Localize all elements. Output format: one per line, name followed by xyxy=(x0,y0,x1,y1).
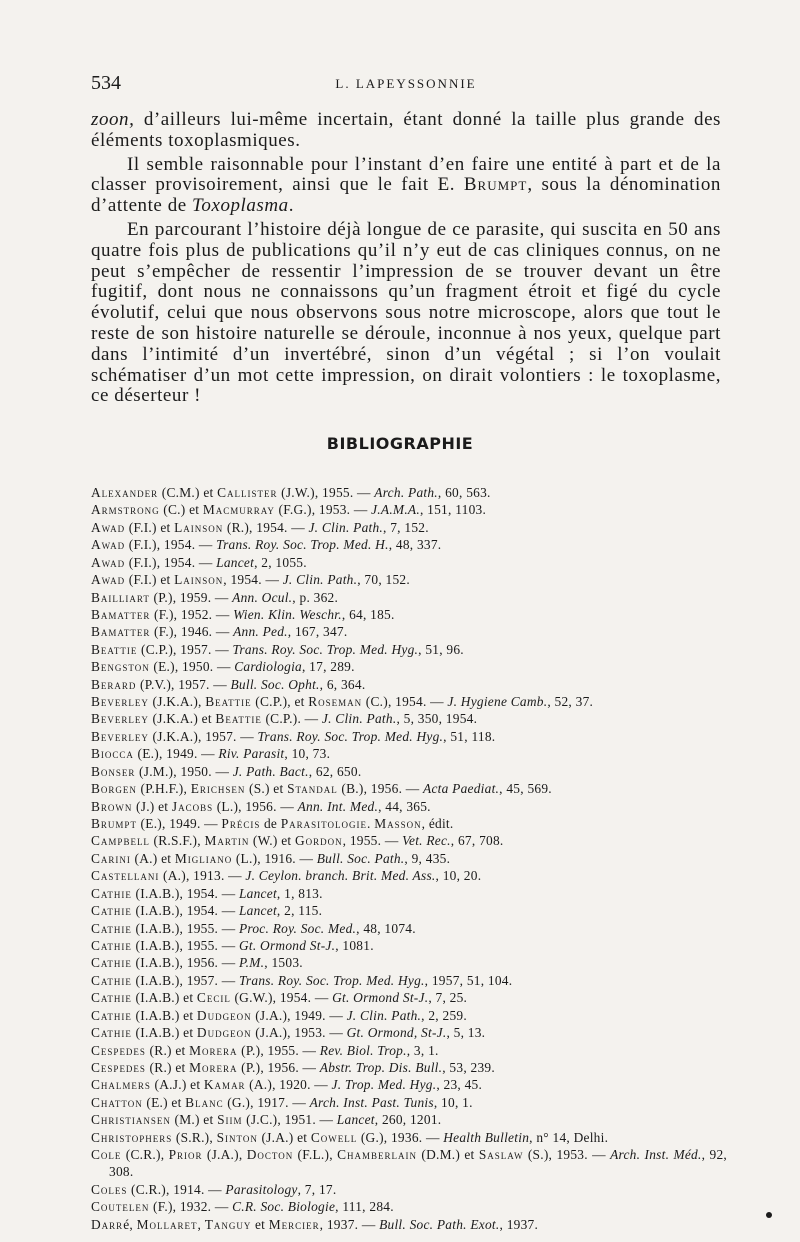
reference-entry xyxy=(91,676,727,693)
reference-authors: Cespedes (R.) et Morera (P.), 1955. — xyxy=(91,1042,320,1058)
reference-authors: Castellani (A.), 1913. — xyxy=(91,868,246,884)
reference-authors: Bamatter (F.), 1952. — xyxy=(91,606,234,622)
reference-entry xyxy=(91,1094,727,1111)
reference-authors: Cespedes (R.) et Morera (P.), 1956. — xyxy=(91,1059,320,1075)
reference-journal: Arch. Path. xyxy=(374,485,438,500)
reference-journal: Ann. Ocul. xyxy=(232,589,293,605)
reference-entry xyxy=(91,1181,727,1198)
reference-authors: Cathie (I.A.B.), 1955. — xyxy=(91,920,239,936)
reference-entry xyxy=(91,710,727,727)
reference-entry xyxy=(91,1076,727,1093)
reference-authors: Beattie (C.P.), 1957. — xyxy=(91,641,233,657)
reference-authors: Bamatter (F.), 1946. — xyxy=(91,624,234,640)
reference-details: , 111, 284. xyxy=(335,1199,394,1215)
reference-details: , 5, 350, 1954. xyxy=(396,711,478,727)
reference-authors: Christiansen (M.) et Siim (J.C.), 1951. — xyxy=(91,1112,337,1128)
reference-details: , 48, 1074. xyxy=(356,920,416,936)
reference-details: , 1957, 51, 104. xyxy=(424,972,513,988)
margin-dot xyxy=(766,1212,772,1218)
reference-authors: Campbell (R.S.F.), Martin (W.) et Gordon, 1955. — xyxy=(91,833,403,849)
reference-details: , 2, 1055. xyxy=(254,554,307,570)
reference-details: , 23, 45. xyxy=(436,1077,483,1093)
reference-journal: Wien. Klin. Weschr. xyxy=(233,606,342,622)
reference-entry xyxy=(91,937,727,954)
reference-entry xyxy=(91,623,727,640)
reference-entry xyxy=(91,484,727,501)
reference-entry xyxy=(91,1007,727,1024)
reference-details: , 3, 1. xyxy=(406,1042,439,1058)
reference-authors: Chatton (E.) et Blanc (G.), 1917. — xyxy=(91,1094,310,1110)
reference-details: , 60, 563. xyxy=(437,485,491,500)
reference-entry xyxy=(91,1198,727,1215)
reference-details: , 1, 813. xyxy=(276,885,323,901)
reference-journal: Bull. Soc. Path. Exot. xyxy=(379,1216,500,1232)
bibliography-title: BIBLIOGRAPHIE xyxy=(326,434,474,453)
paragraph-2-text-a: Il semble raisonnable pour l’instant d’en faire une entité à part et de la classer provisoirement, ainsi que le fait E. xyxy=(91,153,721,196)
genus-name: Toxoplasma xyxy=(192,195,289,217)
reference-details: , 45, 569. xyxy=(499,781,552,797)
author-name: Brumpt xyxy=(463,174,528,196)
reference-details: , 7, 17. xyxy=(297,1181,337,1197)
reference-details: , 7, 152. xyxy=(383,519,429,535)
reference-authors: Beverley (J.K.A.) et Beattie (C.P.). — xyxy=(91,711,322,727)
reference-entry xyxy=(91,1024,727,1041)
reference-authors: Cathie (I.A.B.), 1954. — xyxy=(91,885,239,901)
reference-journal: J. Clin. Path. xyxy=(346,1007,422,1023)
paragraph-1-text: d’ailleurs lui-même incertain, étant donné la taille plus grande des éléments toxoplasmiques. xyxy=(91,109,721,151)
reference-authors: Beverley (J.K.A.), Beattie (C.P.), et Roseman (C.), 1954. — xyxy=(91,694,448,710)
reference-journal: J. Clin. Path. xyxy=(321,711,397,727)
reference-entry xyxy=(91,536,727,553)
paragraph-2-text-e: . xyxy=(288,195,295,217)
paragraph-1 xyxy=(91,110,721,152)
italic-word: zoon, xyxy=(91,109,135,130)
reference-authors: Chalmers (A.J.) et Kamar (A.), 1920. — xyxy=(91,1077,332,1093)
reference-journal: C.R. Soc. Biologie xyxy=(232,1199,336,1215)
body-text xyxy=(91,110,721,407)
reference-journal: J. Path. Bact. xyxy=(232,763,309,779)
reference-authors: Awad (F.I.) et Lainson (R.), 1954. — xyxy=(91,519,309,535)
reference-authors: Christophers (S.R.), Sinton (J.A.) et Cowell (G.), 1936. — xyxy=(91,1129,444,1145)
reference-journal: Trans. Roy. Soc. Trop. Med. Hyg. xyxy=(238,972,425,988)
reference-details: , 10, 1. xyxy=(433,1094,473,1110)
reference-authors: Cole (C.R.), Prior (J.A.), Docton (F.L.), Chamberlain (D.M.) et Saslaw (S.), 1953. — xyxy=(91,1147,611,1163)
reference-authors: Bonser (J.M.), 1950. — xyxy=(91,763,233,779)
reference-authors: Darré, Mollaret, Tanguy et Mercier, 1937. — xyxy=(91,1216,380,1232)
reference-entry xyxy=(91,606,727,623)
reference-authors: Alexander (C.M.) et Callister (J.W.), 1955. — xyxy=(91,485,375,500)
reference-authors: Cathie (I.A.B.), 1956. — xyxy=(91,955,239,971)
reference-entry xyxy=(91,501,727,518)
reference-entry xyxy=(91,867,727,884)
reference-journal: Bull. Soc. Opht. xyxy=(230,676,320,692)
running-head-author: L. LAPEYSSONNIE xyxy=(335,76,477,91)
reference-entry xyxy=(91,902,727,919)
reference-details: , 70, 152. xyxy=(357,572,410,588)
reference-journal: J. Clin. Path. xyxy=(308,519,384,535)
reference-journal: Ann. Ped. xyxy=(233,624,288,640)
reference-details: , 44, 365. xyxy=(378,798,431,814)
reference-journal: J. Trop. Med. Hyg. xyxy=(331,1077,437,1093)
reference-journal: Cardiologia xyxy=(234,659,302,675)
reference-journal: Riv. Parasit xyxy=(218,746,285,762)
reference-details: , 67, 708. xyxy=(450,833,504,849)
reference-entry xyxy=(91,885,727,902)
reference-entry xyxy=(91,745,727,762)
reference-authors: Bengston (E.), 1950. — xyxy=(91,659,235,675)
reference-details: , p. 362. xyxy=(292,589,339,605)
reference-entry xyxy=(91,832,727,849)
reference-journal: Health Bulletin xyxy=(443,1129,530,1145)
reference-entry xyxy=(91,815,727,832)
reference-authors: Awad (F.I.), 1954. — xyxy=(91,554,217,570)
reference-journal: Vet. Rec. xyxy=(402,833,451,849)
reference-details: , 1937. xyxy=(499,1216,539,1232)
reference-details: , 51, 118. xyxy=(443,728,496,744)
reference-entry xyxy=(91,954,727,971)
reference-entry xyxy=(91,658,727,675)
reference-journal: Lancet xyxy=(238,885,277,901)
reference-authors: Cathie (I.A.B.) et Dudgeon (J.A.), 1953. — xyxy=(91,1025,347,1041)
reference-authors: Cathie (I.A.B.) et Cecil (G.W.), 1954. — xyxy=(91,990,333,1006)
reference-journal: Trans. Roy. Soc. Trop. Med. Hyg. xyxy=(232,641,419,657)
paragraph-3: En parcourant l’histoire déjà longue de ce parasite, qui suscita en 50 ans quatre fois plus de publications qu’il n’y eut de cas cliniques connus, on ne peut s’empêcher de ressentir l’impression de se trouver devant un être fugitif, dont nous ne connaissons qu’un fragment étroit et figé du cycle évolutif, celui que nous observons sous notre microscope, alors que tout le reste de son histoire naturelle se déroule, inconnue à nos yeux, quelque part dans l’intimité d’un invertébré, sinon d’un végétal ; si l’on voulait schématiser d’un mot cette impression, on dirait volontiers : le toxoplasme, ce déserteur ! xyxy=(91,218,721,407)
reference-journal: P.M. xyxy=(238,955,265,971)
reference-authors: Armstrong (C.) et Macmurray (F.G.), 1953. — xyxy=(91,502,372,518)
reference-details: , 1503. xyxy=(264,955,303,971)
reference-journal: Parasitology xyxy=(225,1181,298,1197)
reference-entry xyxy=(91,780,727,797)
reference-authors: Borgen (P.H.F.), Erichsen (S.) et Standal (B.), 1956. — xyxy=(91,781,424,797)
reference-authors: Awad (F.I.), 1954. — xyxy=(91,537,217,553)
reference-authors: Brown (J.) et Jacobs (L.), 1956. — xyxy=(91,798,298,814)
reference-details: , 2, 259. xyxy=(421,1007,467,1023)
reference-entry xyxy=(91,641,727,658)
reference-details: , 48, 337. xyxy=(388,537,442,553)
paragraph-2 xyxy=(91,155,721,217)
reference-journal: Rev. Biol. Trop. xyxy=(319,1042,407,1058)
reference-details: , 7, 25. xyxy=(428,990,468,1006)
reference-authors: Brumpt (E.), 1949. — Précis de Parasitologie. Masson, édit. xyxy=(91,816,454,832)
reference-entry xyxy=(91,989,727,1006)
reference-details: , 10, 20. xyxy=(435,868,482,884)
reference-journal: Trans. Roy. Soc. Trop. Med. H. xyxy=(216,537,389,553)
reference-entry xyxy=(91,554,727,571)
reference-journal: Gt. Ormond St-J. xyxy=(238,937,336,953)
reference-authors: Coutelen (F.), 1932. — xyxy=(91,1199,233,1215)
reference-details: , 2, 115. xyxy=(276,903,323,919)
reference-entry xyxy=(91,1216,727,1233)
reference-journal: J.A.M.A. xyxy=(371,502,420,518)
reference-entry xyxy=(91,1059,727,1076)
reference-journal: Trans. Roy. Soc. Trop. Med. Hyg. xyxy=(257,728,444,744)
reference-journal: J. Hygiene Camb. xyxy=(447,694,548,710)
reference-authors: Cathie (I.A.B.), 1955. — xyxy=(91,937,239,953)
reference-journal: Lancet xyxy=(216,554,255,570)
paragraph-2-text-c: , sous la dénomination d’attente de xyxy=(91,174,721,217)
reference-details: , 10, 73. xyxy=(284,746,331,762)
reference-entry xyxy=(91,763,727,780)
reference-details: , 17, 289. xyxy=(301,659,355,675)
reference-authors: Bailliart (P.), 1959. — xyxy=(91,589,233,605)
reference-entry xyxy=(91,850,727,867)
reference-authors: Biocca (E.), 1949. — xyxy=(91,746,219,762)
reference-authors: Coles (C.R.), 1914. — xyxy=(91,1181,226,1197)
reference-details: , 52, 37. xyxy=(547,694,594,710)
reference-journal: Lancet xyxy=(238,903,277,919)
reference-entry xyxy=(91,798,727,815)
reference-list xyxy=(91,484,727,1233)
reference-journal: Arch. Inst. Méd. xyxy=(610,1147,702,1163)
reference-journal: Acta Paediat. xyxy=(423,781,500,797)
reference-journal: Gt. Ormond St-J. xyxy=(332,990,429,1006)
page-number: 534 xyxy=(91,72,121,94)
reference-details: , 9, 435. xyxy=(404,850,451,866)
reference-entry xyxy=(91,519,727,536)
reference-authors: Carini (A.) et Migliano (L.), 1916. — xyxy=(91,850,317,866)
reference-entry xyxy=(91,920,727,937)
reference-authors: Beverley (J.K.A.), 1957. — xyxy=(91,728,258,744)
reference-details: , 92, 308. xyxy=(109,1147,727,1180)
reference-entry xyxy=(91,1129,727,1146)
reference-journal: Ann. Int. Med. xyxy=(297,798,379,814)
reference-journal: Gt. Ormond, St-J. xyxy=(346,1025,447,1041)
reference-authors: Awad (F.I.) et Lainson, 1954. — xyxy=(91,572,283,588)
reference-journal: J. Clin. Path. xyxy=(282,572,358,588)
reference-entry xyxy=(91,571,727,588)
reference-entry xyxy=(91,693,727,710)
reference-journal: Bull. Soc. Path. xyxy=(316,850,405,866)
reference-entry xyxy=(91,1146,727,1181)
reference-authors: Cathie (I.A.B.), 1957. — xyxy=(91,972,239,988)
running-header xyxy=(91,72,721,96)
reference-journal: Arch. Inst. Past. Tunis xyxy=(309,1094,434,1110)
reference-details: , 53, 239. xyxy=(442,1059,495,1075)
reference-details: , 62, 650. xyxy=(308,763,362,779)
reference-entry xyxy=(91,728,727,745)
reference-journal: Lancet xyxy=(336,1112,375,1128)
reference-details: , 151, 1103. xyxy=(419,502,487,518)
reference-details: , 260, 1201. xyxy=(374,1112,442,1128)
reference-authors: Cathie (I.A.B.) et Dudgeon (J.A.), 1949. — xyxy=(91,1007,347,1023)
reference-journal: Abstr. Trop. Dis. Bull. xyxy=(319,1059,443,1075)
reference-authors: Cathie (I.A.B.), 1954. — xyxy=(91,903,239,919)
reference-details: , 6, 364. xyxy=(319,676,366,692)
reference-entry xyxy=(91,972,727,989)
reference-entry xyxy=(91,589,727,606)
reference-details: , 167, 347. xyxy=(287,624,348,640)
reference-entry xyxy=(91,1111,727,1128)
reference-authors: Berard (P.V.), 1957. — xyxy=(91,676,231,692)
reference-details: , 1081. xyxy=(335,937,374,953)
reference-details: , 64, 185. xyxy=(341,606,395,622)
reference-journal: Proc. Roy. Soc. Med. xyxy=(238,920,357,936)
reference-details: , 51, 96. xyxy=(418,641,464,657)
reference-details: , n° 14, Delhi. xyxy=(529,1129,609,1145)
reference-entry xyxy=(91,1042,727,1059)
reference-journal: J. Ceylon. branch. Brit. Med. Ass. xyxy=(245,868,436,884)
reference-details: , 5, 13. xyxy=(446,1025,486,1041)
